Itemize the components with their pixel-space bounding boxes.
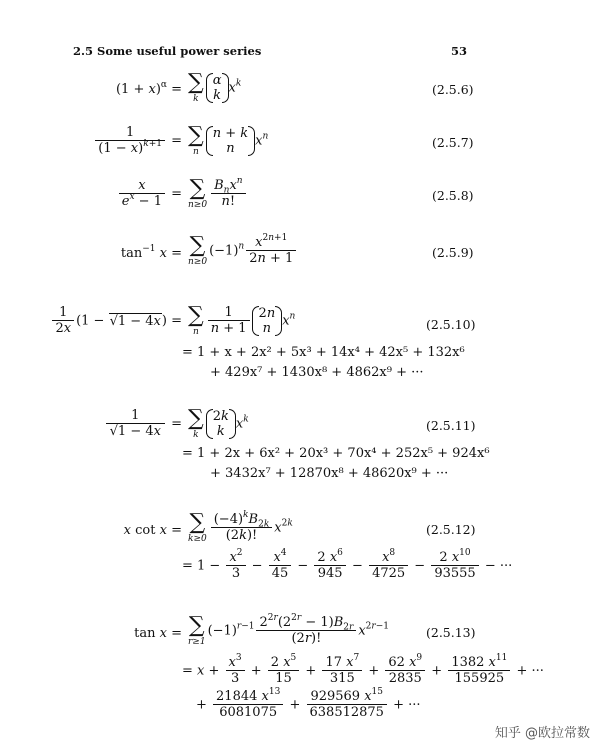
expansion-line-2: = 1 + 2x + 6x² + 20x³ + 70x⁴ + 252x⁵ + 924x⁶ bbox=[182, 446, 490, 461]
equation-number: (2.5.10) bbox=[426, 317, 476, 332]
equation-number: (2.5.13) bbox=[426, 625, 476, 640]
running-header bbox=[73, 44, 467, 64]
expansion-line-3: + 3432x⁷ + 12870x⁸ + 48620x⁹ + ··· bbox=[210, 466, 449, 481]
expansion-line-2: = 1 + x + 2x² + 5x³ + 14x⁴ + 42x⁵ + 132x⁶ bbox=[182, 345, 465, 360]
equation-number: (2.5.11) bbox=[426, 418, 476, 433]
section-title: 2.5 Some useful power series bbox=[73, 44, 262, 58]
equation-number: (2.5.8) bbox=[432, 188, 474, 203]
watermark: 知乎 @欧拉常数 bbox=[494, 726, 590, 741]
equation-number: (2.5.7) bbox=[432, 135, 474, 150]
equation-number: (2.5.12) bbox=[426, 522, 476, 537]
page-number: 53 bbox=[450, 44, 467, 58]
equation-number: (2.5.6) bbox=[432, 82, 474, 97]
equation-number: (2.5.9) bbox=[432, 245, 474, 260]
expansion-line-3: + 429x⁷ + 1430x⁸ + 4862x⁹ + ··· bbox=[210, 365, 424, 380]
